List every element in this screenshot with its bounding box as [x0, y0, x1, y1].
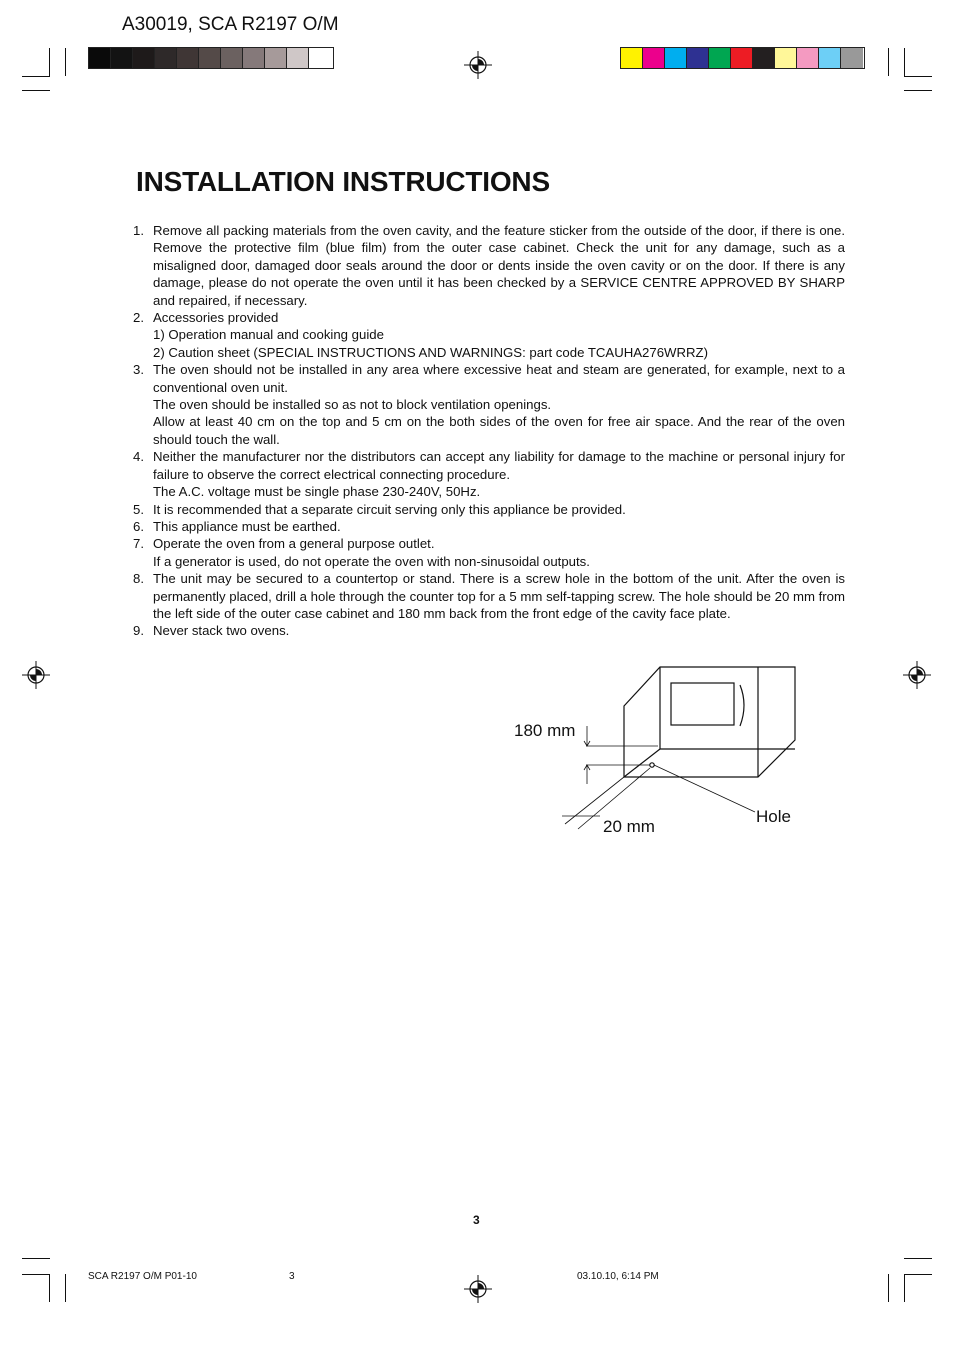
instruction-text: It is recommended that a separate circuit serving only this appliance be provided. [153, 501, 626, 517]
instruction-text: Remove all packing materials from the oven cavity, and the feature sticker from the outside of the door, if there is one. Remove the protective film (blue film) from the outer case cabinet. Check the unit for any damage, such as a misaligned door, damaged door seals around the door or dents inside the oven cavity or on the door. If there is any damage, please do not operate the oven until it has been checked by a SERVICE CENTRE APPROVED BY SHARP and repaired, if necessary. [153, 223, 845, 308]
color-swatch [643, 48, 665, 68]
instruction-text: Never stack two ovens. [153, 623, 290, 639]
color-swatch [287, 48, 309, 68]
color-swatch [243, 48, 265, 68]
instruction-item [133, 501, 845, 518]
footer-timestamp: 03.10.10, 6:14 PM [577, 1271, 659, 1282]
item-number: 5. [133, 501, 144, 517]
instruction-item [133, 361, 845, 448]
color-swatch [221, 48, 243, 68]
instruction-text: Accessories provided [153, 310, 279, 326]
instruction-text: The oven should not be installed in any area where excessive heat and steam are generated, for example, next to a conventional oven unit. [153, 362, 845, 395]
footer-page: 3 [289, 1271, 295, 1282]
instruction-text: This appliance must be earthed. [153, 518, 341, 534]
color-swatch [797, 48, 819, 68]
item-number: 6. [133, 518, 144, 534]
hole-label: Hole [756, 807, 791, 826]
item-number: 3. [133, 362, 144, 378]
instruction-text: Allow at least 40 cm on the top and 5 cm on the both sides of the oven for free air space. And the rear of the oven should touch the wall. [153, 414, 845, 447]
page-heading: INSTALLATION INSTRUCTIONS [136, 166, 550, 197]
instruction-text: Neither the manufacturer nor the distributors can accept any liability for damage to the machine or personal injury for failure to observe the correct electrical connecting procedure. [153, 449, 845, 482]
instruction-item [133, 309, 845, 361]
color-swatch [687, 48, 709, 68]
color-swatch [199, 48, 221, 68]
item-number: 7. [133, 536, 144, 552]
instruction-text: The A.C. voltage must be single phase 230-240V, 50Hz. [153, 484, 481, 500]
color-swatch [731, 48, 753, 68]
item-number: 8. [133, 571, 144, 587]
registration-mark-icon [903, 661, 931, 689]
instruction-item [133, 570, 845, 622]
registration-mark-icon [464, 1275, 492, 1303]
footer-file-name: SCA R2197 O/M P01-10 [88, 1271, 197, 1282]
instruction-item [133, 222, 845, 309]
color-swatch [665, 48, 687, 68]
color-swatch [841, 48, 863, 68]
item-number: 1. [133, 223, 144, 238]
instruction-text: Operate the oven from a general purpose outlet. [153, 536, 435, 552]
item-number: 9. [133, 623, 144, 639]
color-swatch [155, 48, 177, 68]
dimension-label-20mm: 20 mm [603, 817, 655, 836]
color-swatch [621, 48, 643, 68]
instructions-list [133, 222, 845, 640]
color-swatch [709, 48, 731, 68]
color-swatch [111, 48, 133, 68]
color-swatch [265, 48, 287, 68]
registration-mark-icon [22, 661, 50, 689]
instruction-text: The oven should be installed so as not to block ventilation openings. [153, 397, 552, 413]
item-number: 4. [133, 449, 144, 465]
item-number: 2. [133, 310, 144, 326]
page-number: 3 [473, 1213, 480, 1227]
color-swatch [309, 48, 331, 68]
job-title: A30019, SCA R2197 O/M [122, 14, 339, 35]
registration-mark-icon [464, 51, 492, 79]
instruction-item [133, 535, 845, 570]
color-swatch [753, 48, 775, 68]
grayscale-color-bar [88, 47, 334, 69]
instruction-item [133, 622, 845, 639]
color-swatch [133, 48, 155, 68]
instruction-text: The unit may be secured to a countertop or stand. There is a screw hole in the bottom of the unit. After the oven is permanently placed, drill a hole through the counter top for a 5 mm self-tapping screw. The hole should be 20 mm from the left side of the outer case cabinet and 180 mm back from the front edge of the cavity face plate. [153, 571, 845, 621]
instruction-text: If a generator is used, do not operate the oven with non-sinusoidal outputs. [153, 553, 590, 569]
color-swatch [177, 48, 199, 68]
instruction-text: 2) Caution sheet (SPECIAL INSTRUCTIONS AND WARNINGS: part code TCAUHA276WRRZ) [153, 344, 708, 360]
instruction-item [133, 518, 845, 535]
color-swatch [89, 48, 111, 68]
color-swatch [819, 48, 841, 68]
instruction-text: 1) Operation manual and cooking guide [153, 327, 384, 343]
process-color-bar [620, 47, 865, 69]
dimension-label-180mm: 180 mm [514, 721, 576, 740]
instruction-item [133, 448, 845, 500]
color-swatch [775, 48, 797, 68]
